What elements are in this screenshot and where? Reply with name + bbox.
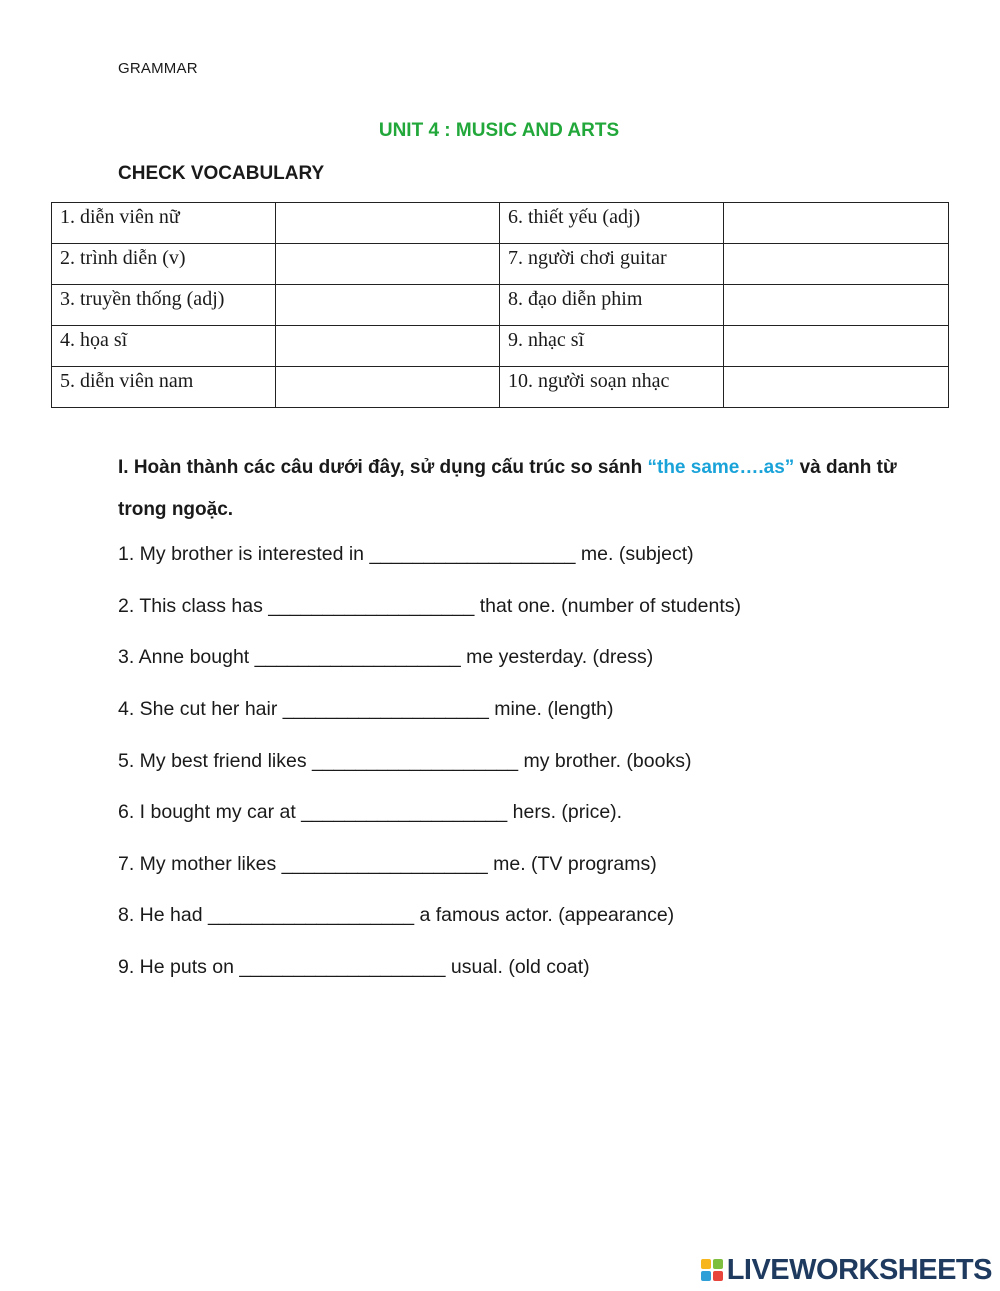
table-row (52, 203, 949, 244)
liveworksheets-logo (701, 1255, 992, 1285)
exercise-item-2: 2. This class has ___________________ that one. (number of students) (118, 595, 741, 617)
table-row (52, 244, 949, 285)
vocab-term: 6. thiết yếu (adj) (500, 203, 724, 244)
vocab-term: 8. đạo diễn phim (500, 285, 724, 326)
logo-blocks-icon (701, 1259, 723, 1281)
logo-block (701, 1271, 711, 1281)
vocab-answer-cell[interactable] (724, 326, 949, 367)
vocab-term: 9. nhạc sĩ (500, 326, 724, 367)
vocab-term: 10. người soạn nhạc (500, 367, 724, 408)
instruction-highlight: “the same….as” (647, 457, 795, 478)
vocab-answer-cell[interactable] (724, 285, 949, 326)
vocab-answer-cell[interactable] (724, 203, 949, 244)
exercise-item-9: 9. He puts on ___________________ usual. (old coat) (118, 956, 590, 978)
exercise-item-5: 5. My best friend likes ___________________ my brother. (books) (118, 750, 692, 772)
vocab-answer-cell[interactable] (276, 203, 500, 244)
vocab-term: 2. trình diễn (v) (52, 244, 276, 285)
exercise-item-7: 7. My mother likes ___________________ me. (TV programs) (118, 853, 657, 875)
vocab-answer-cell[interactable] (276, 326, 500, 367)
unit-title: UNIT 4 : MUSIC AND ARTS (378, 120, 620, 141)
instruction-text: và danh từ trong ngoặc. (118, 457, 897, 520)
exercise-item-1: 1. My brother is interested in ___________________ me. (subject) (118, 543, 694, 565)
table-row (52, 367, 949, 408)
vocab-term: 5. diễn viên nam (52, 367, 276, 408)
exercise-item-4: 4. She cut her hair ___________________ mine. (length) (118, 698, 614, 720)
vocab-answer-cell[interactable] (276, 244, 500, 285)
vocab-heading: CHECK VOCABULARY (118, 163, 325, 184)
section-label: GRAMMAR (118, 60, 198, 77)
vocab-term: 4. họa sĩ (52, 326, 276, 367)
logo-block (713, 1271, 723, 1281)
logo-text: LIVEWORKSHEETS (726, 1253, 992, 1286)
logo-block (713, 1259, 723, 1269)
vocab-answer-cell[interactable] (276, 285, 500, 326)
vocab-term: 7. người chơi guitar (500, 244, 724, 285)
table-row (52, 285, 949, 326)
table-row (52, 326, 949, 367)
vocab-term: 3. truyền thống (adj) (52, 285, 276, 326)
vocab-answer-cell[interactable] (276, 367, 500, 408)
exercise-instruction (118, 447, 918, 531)
exercise-item-6: 6. I bought my car at ___________________ hers. (price). (118, 801, 623, 823)
vocab-answer-cell[interactable] (724, 244, 949, 285)
logo-block (701, 1259, 711, 1269)
vocab-term: 1. diễn viên nữ (52, 203, 276, 244)
vocab-table (51, 202, 949, 408)
exercise-item-8: 8. He had ___________________ a famous actor. (appearance) (118, 904, 675, 926)
exercise-item-3: 3. Anne bought ___________________ me yesterday. (dress) (118, 646, 654, 668)
instruction-text: I. Hoàn thành các câu dưới đây, sử dụng cấu trúc so sánh (118, 457, 648, 478)
vocab-answer-cell[interactable] (724, 367, 949, 408)
